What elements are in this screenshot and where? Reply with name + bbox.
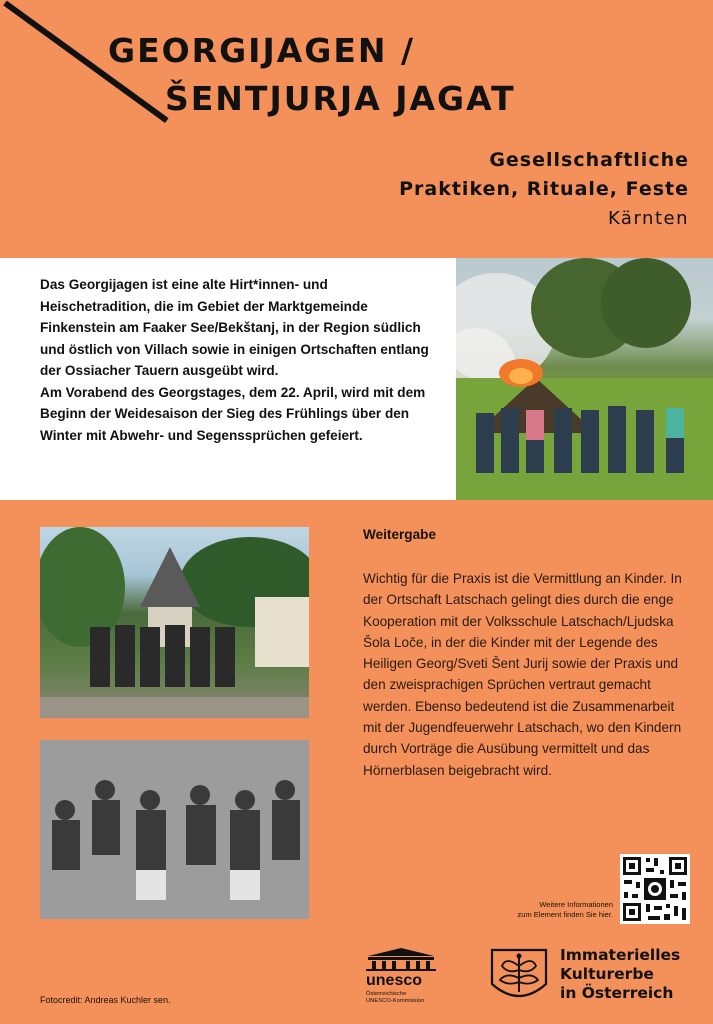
page-title-line-2: ŠENTJURJA JAGAT [165, 79, 516, 118]
intro-paragraph-2: Am Vorabend des Georgstages, dem 22. April, wird mit dem Beginn der Weidesaison der Sieg des Frühlings über den Winter mit Abwehr- und Segenssprüchen gefeiert. [40, 384, 426, 443]
unesco-wordmark: unesco [366, 972, 423, 989]
heritage-name-line-2: Kulturerbe [560, 965, 654, 983]
photo-historic-bw [40, 740, 309, 919]
qr-note-line-2: zum Element finden Sie hier. [517, 910, 613, 919]
photo-chapel-group [40, 527, 309, 718]
unesco-subtitle-line-2: UNESCO-Kommission [366, 998, 425, 1004]
qr-note [518, 900, 613, 920]
photo-historic-illustration [40, 740, 309, 919]
heritage-name-line-3: in Österreich [560, 984, 674, 1002]
category-line-1: Gesellschaftliche [489, 149, 689, 171]
intro-paragraph-1: Das Georgijagen ist eine alte Hirt*innen- und Heischetradition, die im Gebiet der Marktgemeinde Finkenstein am Faaker See/Bekštanj, in der Region südlich und östlich von Villach sowie in einigen Ortschaften entlang der Ossiacher Tauern ausgeübt wird. [40, 277, 429, 378]
qr-code[interactable] [620, 854, 690, 924]
intro-text [40, 274, 440, 446]
heritage-organization-name [560, 946, 680, 1003]
category-line-2: Praktiken, Rituale, Feste [399, 178, 689, 200]
heritage-name-line-1: Immaterielles [560, 946, 681, 964]
photo-chapel-illustration [40, 527, 309, 718]
unesco-subtitle [366, 991, 424, 1005]
region-label: Kärnten [607, 208, 689, 229]
unesco-subtitle-line-1: Österreichische [366, 991, 407, 997]
weitergabe-body: Wichtig für die Praxis ist die Vermittlung an Kinder. In der Ortschaft Latschach gelingt dies durch die enge Kooperation mit der Volksschule Latschach/Ljudska Šola Loče, in der die Kinder mit der Legende des Heiligen Georg/Sveti Šent Jurij sowie der Praxis und den zweisprachigen Sprüchen vertraut gemacht werden. Ebenso bedeutend ist die Zusammenarbeit mit der Jugendfeuerwehr Latschach, wo den Kindern durch Vorträge die Ausübung vermittelt und das Hörnerblasen beigebracht wird. [363, 571, 682, 778]
page-title-line-1: GEORGIJAGEN / [108, 31, 416, 70]
weitergabe-heading: Weitergabe [363, 527, 437, 542]
qr-code-icon [620, 854, 690, 924]
heritage-emblem-icon [488, 946, 550, 1004]
photo-bonfire-illustration [456, 258, 713, 500]
photo-bonfire-group [456, 258, 713, 500]
qr-note-line-1: Weitere Informationen [539, 900, 613, 909]
photo-credit: Fotocredit: Andreas Kuchler sen. [40, 995, 171, 1005]
